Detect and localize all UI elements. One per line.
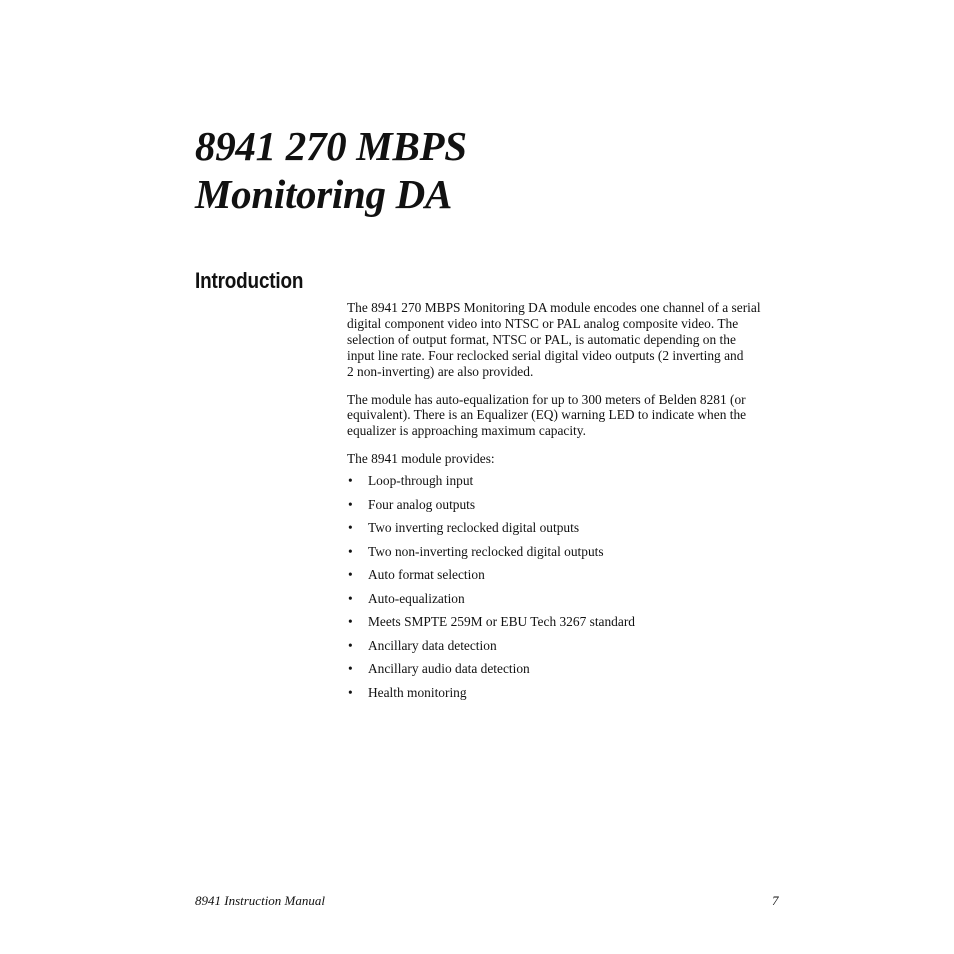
text-line: digital component video into NTSC or PAL analog composite video. The xyxy=(347,315,739,331)
list-item xyxy=(347,685,787,709)
list-item-text: Health monitoring xyxy=(368,684,467,700)
section-body xyxy=(347,300,787,708)
list-item-text: Ancillary data detection xyxy=(368,637,497,653)
list-item xyxy=(347,473,787,497)
intro-paragraph-2 xyxy=(347,392,787,440)
text-line: equivalent). There is an Equalizer (EQ) warning LED to indicate when the xyxy=(347,407,747,423)
text-line: The 8941 270 MBPS Monitoring DA module encodes one channel of a serial xyxy=(347,300,761,315)
footer-manual-title: 8941 Instruction Manual xyxy=(195,893,325,908)
text-line: selection of output format, NTSC or PAL, is automatic depending on the xyxy=(347,331,736,347)
list-item xyxy=(347,614,787,638)
text-line: input line rate. Four reclocked serial digital video outputs (2 inverting and xyxy=(347,347,744,363)
bullet-icon: • xyxy=(348,473,353,489)
section-heading-introduction: Introduction xyxy=(195,268,304,293)
list-item-text: Two non-inverting reclocked digital outputs xyxy=(368,543,604,559)
page-title-line-1: 8941 270 MBPS xyxy=(195,123,467,169)
text-line: 2 non-inverting) are also provided. xyxy=(347,363,534,379)
list-item xyxy=(347,520,787,544)
list-item-text: Meets SMPTE 259M or EBU Tech 3267 standard xyxy=(368,614,635,630)
bullet-icon: • xyxy=(348,543,353,559)
list-item-text: Ancillary audio data detection xyxy=(368,661,530,677)
bullet-icon: • xyxy=(348,496,353,512)
list-item-text: Two inverting reclocked digital outputs xyxy=(368,520,580,536)
text-line: The module has auto-equalization for up to 300 meters of Belden 8281 (or xyxy=(347,391,746,407)
list-item xyxy=(347,638,787,662)
list-item-text: Four analog outputs xyxy=(368,496,476,512)
intro-paragraph-1 xyxy=(347,300,787,380)
bullet-icon: • xyxy=(348,661,353,677)
list-item-text: Auto-equalization xyxy=(368,590,465,606)
page-title xyxy=(195,122,467,218)
list-item-text: Loop-through input xyxy=(368,473,474,489)
list-item xyxy=(347,497,787,521)
footer-page-number: 7 xyxy=(772,893,779,908)
bullet-icon: • xyxy=(348,520,353,536)
feature-list xyxy=(347,473,787,708)
bullet-icon: • xyxy=(348,590,353,606)
bullet-icon: • xyxy=(348,567,353,583)
feature-list-intro: The 8941 module provides: xyxy=(347,451,495,467)
list-item xyxy=(347,591,787,615)
bullet-icon: • xyxy=(348,614,353,630)
bullet-icon: • xyxy=(348,684,353,700)
list-item xyxy=(347,544,787,568)
list-item-text: Auto format selection xyxy=(368,567,485,583)
list-item xyxy=(347,567,787,591)
text-line: equalizer is approaching maximum capacity. xyxy=(347,423,586,439)
page-title-line-2: Monitoring DA xyxy=(195,171,452,217)
bullet-icon: • xyxy=(348,637,353,653)
list-item xyxy=(347,661,787,685)
